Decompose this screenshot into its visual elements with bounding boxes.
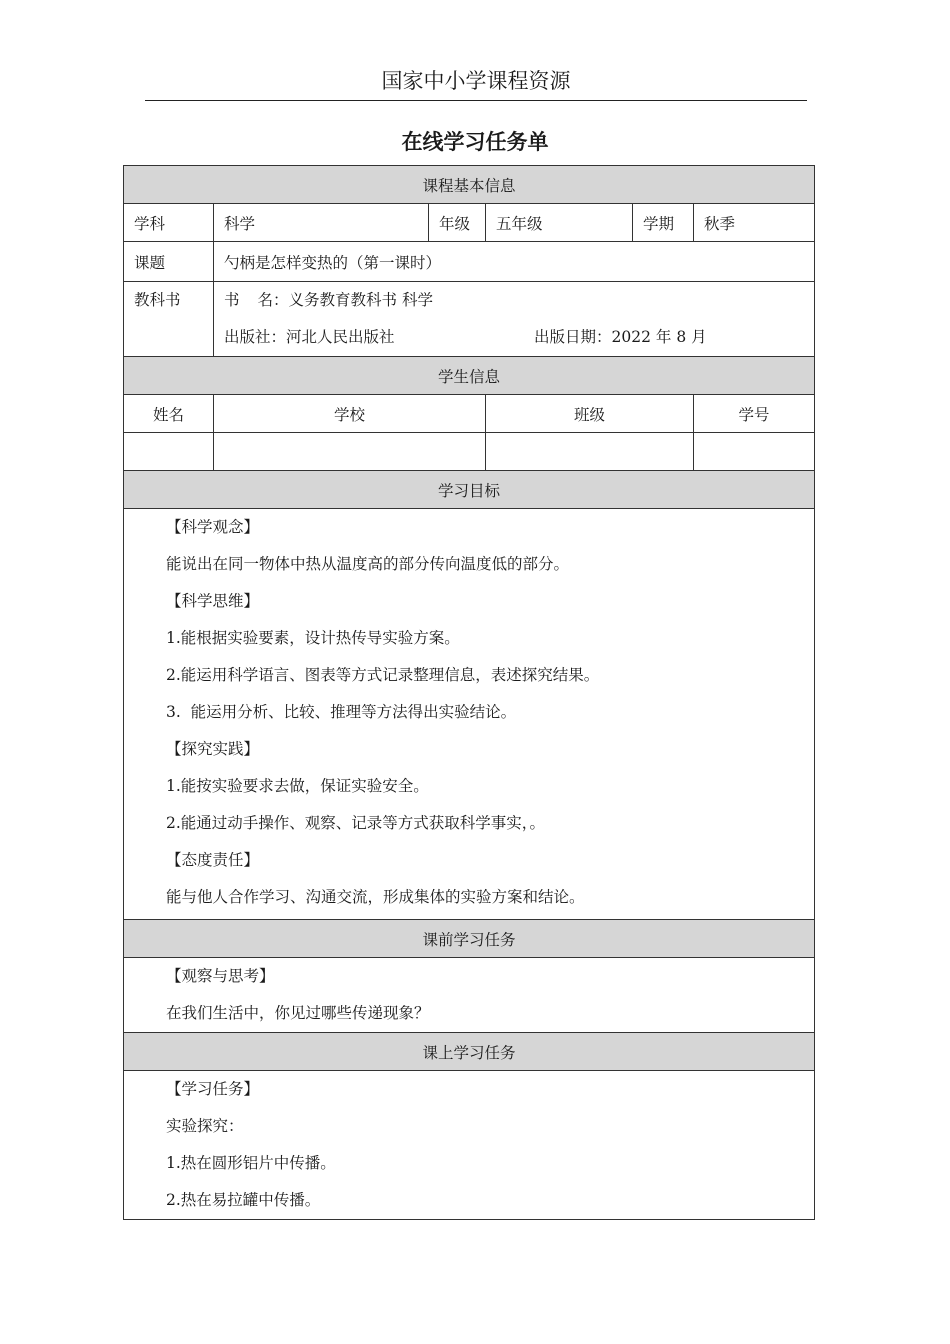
- topic-label: 课题: [124, 242, 214, 282]
- section-objectives: 学习目标: [124, 471, 815, 509]
- term-value: 秋季: [694, 204, 815, 242]
- student-id-header: 学号: [694, 395, 815, 433]
- pre-class-body: [124, 958, 815, 1033]
- subject-value: 科学: [214, 204, 429, 242]
- term-label: 学期: [633, 204, 694, 242]
- document-title: 在线学习任务单: [401, 130, 549, 154]
- objective-heading: 【态度责任】: [166, 851, 260, 869]
- topic-value: 勺柄是怎样变热的（第一课时）: [214, 242, 815, 282]
- grade-label: 年级: [429, 204, 486, 242]
- school-input[interactable]: [214, 433, 486, 471]
- section-pre-class: 课前学习任务: [124, 920, 815, 958]
- section-in-class: 课上学习任务: [124, 1033, 815, 1071]
- school-header: 学校: [214, 395, 486, 433]
- textbook-label: 教科书: [124, 282, 214, 357]
- objective-line: 1.能根据实验要素，设计热传导实验方案。: [166, 629, 460, 647]
- in-class-heading: 【学习任务】: [166, 1080, 260, 1098]
- publisher-line: 出版社：河北人民出版社 出版日期：2022 年 8 月: [224, 319, 804, 356]
- site-header: 国家中小学课程资源: [145, 62, 807, 101]
- objective-line: 2.能运用科学语言、图表等方式记录整理信息，表述探究结果。: [166, 666, 600, 684]
- subject-label: 学科: [124, 204, 214, 242]
- name-header: 姓名: [124, 395, 214, 433]
- publisher-value: 河北人民出版社: [286, 328, 395, 346]
- in-class-line: 1.热在圆形铝片中传播。: [166, 1154, 336, 1172]
- task-sheet-table: [123, 165, 815, 1220]
- in-class-line: 实验探究：: [166, 1117, 244, 1135]
- class-header: 班级: [486, 395, 694, 433]
- objectives-body: [124, 509, 815, 920]
- textbook-info: [214, 282, 815, 357]
- student-id-input[interactable]: [694, 433, 815, 471]
- objective-line: 能说出在同一物体中热从温度高的部分传向温度低的部分。: [166, 555, 570, 573]
- objective-heading: 【探究实践】: [166, 740, 260, 758]
- grade-value: 五年级: [486, 204, 633, 242]
- in-class-body: [124, 1071, 815, 1220]
- pre-class-line: 在我们生活中，你见过哪些传递现象？: [166, 1004, 430, 1022]
- pub-date-value: 2022 年 8 月: [611, 328, 707, 346]
- section-course-info: 课程基本信息: [124, 166, 815, 204]
- objective-line: 1.能按实验要求去做，保证实验安全。: [166, 777, 429, 795]
- objective-line: 2.能通过动手操作、观察、记录等方式获取科学事实，。: [166, 814, 546, 832]
- objective-heading: 【科学思维】: [166, 592, 260, 610]
- objective-heading: 【科学观念】: [166, 518, 260, 536]
- name-input[interactable]: [124, 433, 214, 471]
- in-class-line: 2.热在易拉罐中传播。: [166, 1191, 321, 1209]
- book-name-value: 义务教育教科书 科学: [288, 291, 433, 309]
- class-input[interactable]: [486, 433, 694, 471]
- pub-date: 出版日期：2022 年 8 月: [534, 328, 707, 346]
- section-student-info: 学生信息: [124, 357, 815, 395]
- pre-class-heading: 【观察与思考】: [166, 967, 275, 985]
- objective-line: 3. 能运用分析、比较、推理等方法得出实验结论。: [166, 703, 517, 721]
- book-name-line: 书 名：义务教育教科书 科学: [224, 291, 433, 309]
- objective-line: 能与他人合作学习、沟通交流，形成集体的实验方案和结论。: [166, 888, 585, 906]
